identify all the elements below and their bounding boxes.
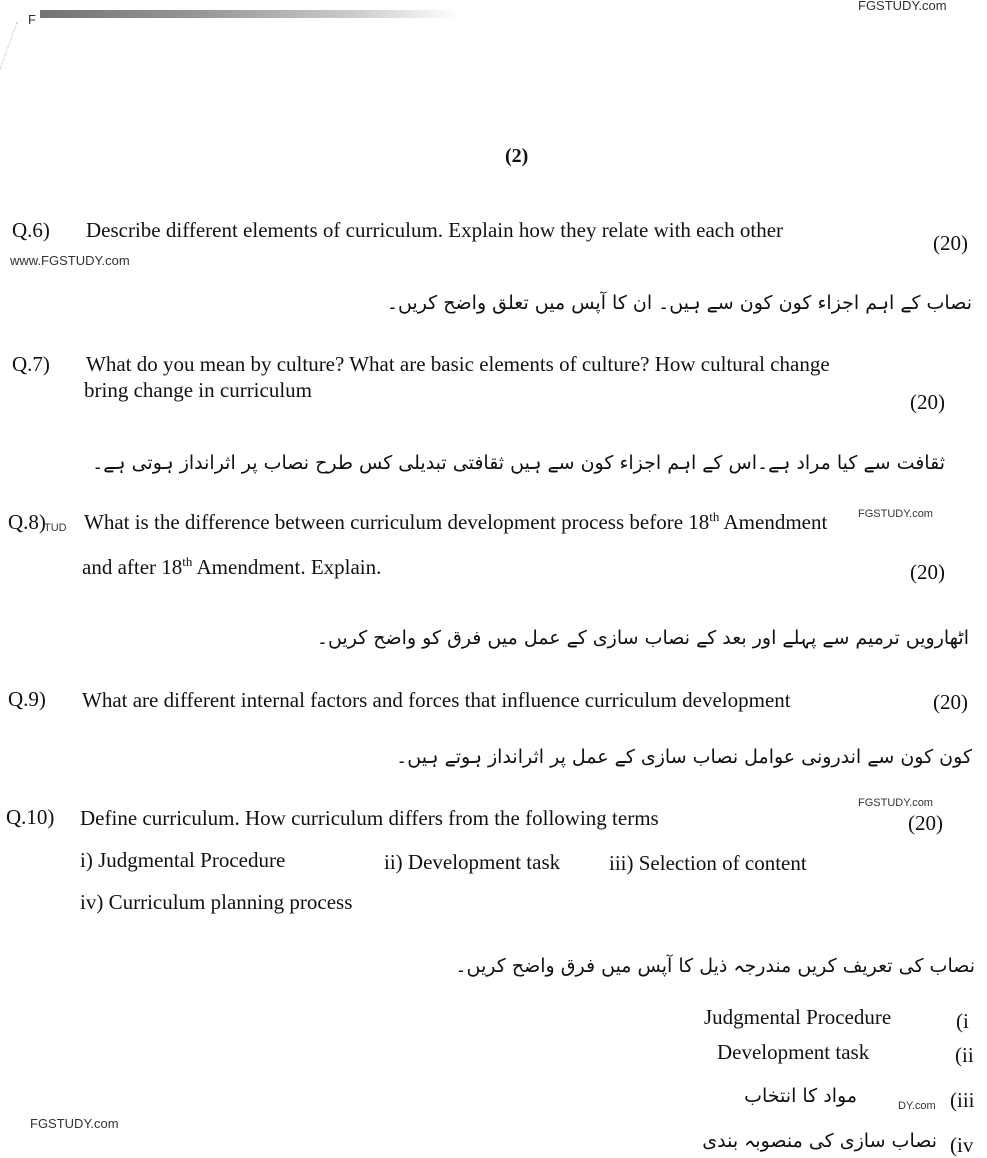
q10-item-2: ii) Development task: [384, 850, 561, 874]
q10-urdu-list-1-text: Judgmental Procedure: [704, 1005, 892, 1029]
watermark-top-left: F: [28, 12, 36, 27]
q9-urdu: کون کون سے اندرونی عوامل نصاب سازی کے عمل پر اثرانداز ہوتے ہیں۔: [396, 746, 972, 768]
q9-number: Q.9): [8, 687, 46, 711]
q8-urdu: اٹھارویں ترمیم سے پہلے اور بعد کے نصاب سازی کے عمل میں فرق کو واضح کریں۔: [316, 627, 969, 649]
q10-text: Define curriculum. How curriculum differs from the following terms: [80, 806, 659, 830]
q8-text-line2: and after 18th Amendment. Explain.: [82, 554, 382, 579]
q7-marks: (20): [910, 390, 945, 414]
q7-text-line2: bring change in curriculum: [84, 378, 313, 402]
watermark-bottom-right: DY.com: [898, 1100, 936, 1112]
q10-urdu-list-1-marker: (i: [956, 1009, 969, 1033]
scan-corner: [0, 22, 58, 92]
q10-item-4: iv) Curriculum planning process: [80, 890, 353, 914]
q10-urdu-list-4-marker: (iv: [950, 1133, 974, 1157]
q6-marks: (20): [933, 231, 968, 255]
scan-edge: [40, 10, 460, 18]
q6-text: Describe different elements of curriculum. Explain how they relate with each other: [86, 218, 784, 242]
q10-urdu-list-3-marker: (iii: [950, 1088, 975, 1112]
watermark-q8-left: TUD: [44, 522, 67, 534]
q6-urdu: نصاب کے اہم اجزاء کون کون سے ہیں۔ ان کا آپس میں تعلق واضح کریں۔: [386, 292, 972, 314]
q10-item-1: i) Judgmental Procedure: [80, 848, 286, 872]
watermark-q10: FGSTUDY.com: [858, 797, 933, 809]
watermark-q8-right: FGSTUDY.com: [858, 508, 933, 520]
q6-number: Q.6): [12, 218, 50, 242]
page-number: (2): [505, 145, 529, 167]
watermark-bottom-left: FGSTUDY.com: [30, 1116, 119, 1131]
q8-marks: (20): [910, 560, 945, 584]
q8-text-line1: What is the difference between curriculum development process before 18th Amendment: [84, 509, 828, 534]
q10-urdu-list-4-text: نصاب سازی کی منصوبہ بندی: [702, 1130, 937, 1152]
q10-item-3: iii) Selection of content: [609, 851, 807, 875]
q9-marks: (20): [933, 690, 968, 714]
q10-urdu-list-2-marker: (ii: [955, 1043, 974, 1067]
q7-text-line1: What do you mean by culture? What are basic elements of culture? How cultural change: [86, 352, 830, 376]
q9-text: What are different internal factors and forces that influence curriculum development: [82, 688, 791, 712]
q10-urdu-list-2-text: Development task: [717, 1040, 870, 1064]
q10-urdu-list-3-text: مواد کا انتخاب: [744, 1085, 857, 1107]
q7-number: Q.7): [12, 352, 50, 376]
watermark-q6: www.FGSTUDY.com: [10, 253, 130, 268]
q8-number: Q.8): [8, 510, 46, 534]
watermark-top-right: FGSTUDY.com: [858, 0, 947, 13]
q10-urdu: نصاب کی تعریف کریں مندرجہ ذیل کا آپس میں فرق واضح کریں۔: [455, 955, 975, 977]
q7-urdu: ثقافت سے کیا مراد ہے۔اس کے اہم اجزاء کون سے ہیں ثقافتی تبدیلی کس طرح نصاب پر اثرانداز ہوتی ہے۔: [92, 452, 945, 474]
q10-marks: (20): [908, 811, 943, 835]
q10-number: Q.10): [6, 805, 55, 829]
